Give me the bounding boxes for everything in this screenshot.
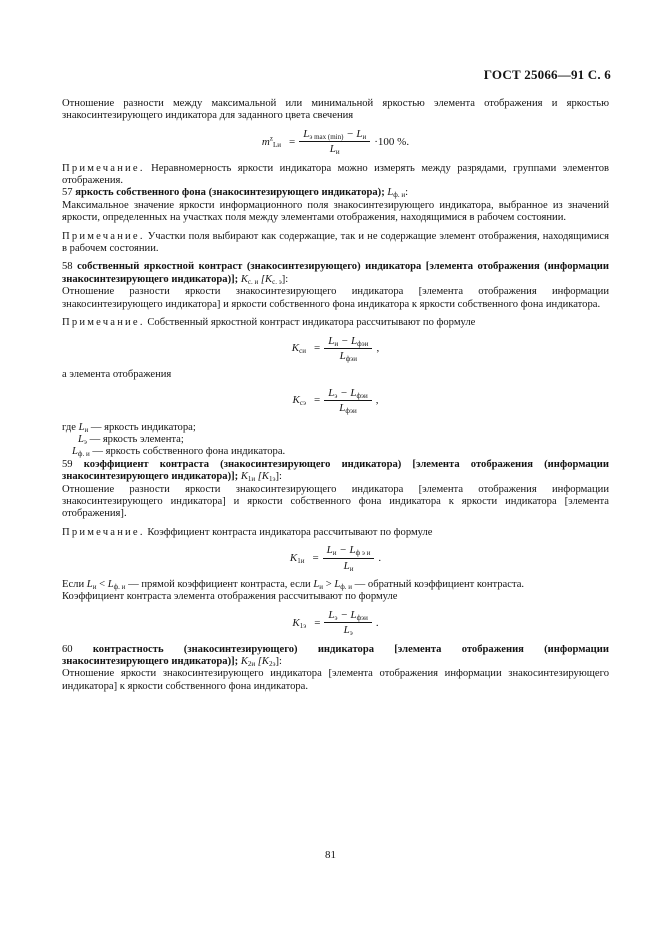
term-59: 59 коэффициент контраста (знакосинтезирующего индикатора) [элемента отображения (информации знакосинтезирующего индикатора)]; $K_{1и}$ $[K_{1э}]$: <box>62 458 609 484</box>
paragraph-direct-inverse: Если $L_и < L_{ф. и}$ — прямой коэффициент контраста, если $L_и > L_{ф. и}$ — обратный коэффициент контраста. <box>62 579 525 591</box>
where-item: где $L_и$ — яркость индикатора; <box>62 421 196 434</box>
term-59-definition: Отношение разности яркости знакосинтезирующего индикатора [элемента отображения информации знакосинтезирующего индикатора] и яркости собственного фона индикатора к яркости индикатора [элемента отображения]. <box>62 483 609 520</box>
page-number: 81 <box>325 849 336 861</box>
term-57-definition: Максимальное значение яркости информационного поля знакосинтезирующего индикатора, выбранное из значений яркости, определенных на участках поля между элементами отображения, находящимися в рабочем состоянии. <box>62 199 609 224</box>
paragraph-element: а элемента отображения <box>62 369 172 381</box>
formula-contrast-indicator: $K_{1и}$ = $\frac{L_и - L_{ф э и}}{L_и}$ . <box>289 544 382 573</box>
document-body <box>62 98 609 693</box>
page-header: ГОСТ 25066—91 С. 6 <box>483 67 611 82</box>
formula-own-contrast-element: $K_{сэ}$ = $\frac{L_э - L_{фэи}}{L_{фэи}}$ , <box>292 386 379 416</box>
term-58: 58 собственный яркостной контраст (знакосинтезирующего) индикатора [элемента отображения (информации знакосинтезирующего индикатора)]; $K_{с. и}$ $[K_{с. э}]$: <box>62 261 610 286</box>
formula-uniformity: $m^z_{Lи}$ = $\frac{L_{э max (min)} - L_и}{L_и}$ ·100 %. <box>261 127 410 157</box>
note-2: Примечание. Участки поля выбирают как содержащие, так и не содержащие элемент отображения, находящимися в рабочем состоянии. <box>62 230 609 255</box>
term-58-definition: Отношение разности яркости знакосинтезирующего индикатора [элемента отображения информации знакосинтезирующего индикатора] и яркости собственного фона индикатора к яркости собственного фона индикатора. <box>62 286 609 310</box>
term-57: 57 яркость собственного фона (знакосинтезирующего индикатора); $L_{ф. и}$: <box>62 187 409 200</box>
note-1: Примечание. Неравномерность яркости индикатора можно измерять между разрядами, группами элементов отображения. <box>62 162 609 187</box>
term-60: 60 контрастность (знакосинтезирующего) индикатора [элемента отображения (информации знакосинтезирующего индикатора)]; $K_{2и}$ $[K_{2э}]$: <box>62 643 609 669</box>
paragraph-element-contrast: Коэффициент контраста элемента отображения рассчитывают по формуле <box>62 591 398 603</box>
where-list <box>62 422 609 459</box>
term-60-definition: Отношение яркости знакосинтезирующего индикатора [элемента отображения информации знакосинтезирующего индикатора] к яркости собственного фона индикатора. <box>62 668 609 692</box>
note-3: Примечание. Собственный яркостной контраст индикатора рассчитывают по формуле <box>62 317 476 329</box>
where-item: $L_э$ — яркость элемента; <box>78 433 184 446</box>
note-4: Примечание. Коэффициент контраста индикатора рассчитывают по формуле <box>62 526 433 538</box>
formula-own-contrast-indicator: $K_{си}$ = $\frac{L_и - L_{фэи}}{L_{фэи}}$ , <box>291 334 380 363</box>
formula-contrast-element: $K_{1э}$ = $\frac{L_э - L_{фэи}}{L_э}$ . <box>292 608 379 638</box>
where-item: $L_{ф. и}$ — яркость собственного фона индикатора. <box>72 446 286 459</box>
paragraph-intro: Отношение разности между максимальной или минимальной яркостью элемента отображения и яркостью знакосинтезирующего индикатора для заданного цвета свечения <box>62 98 609 122</box>
